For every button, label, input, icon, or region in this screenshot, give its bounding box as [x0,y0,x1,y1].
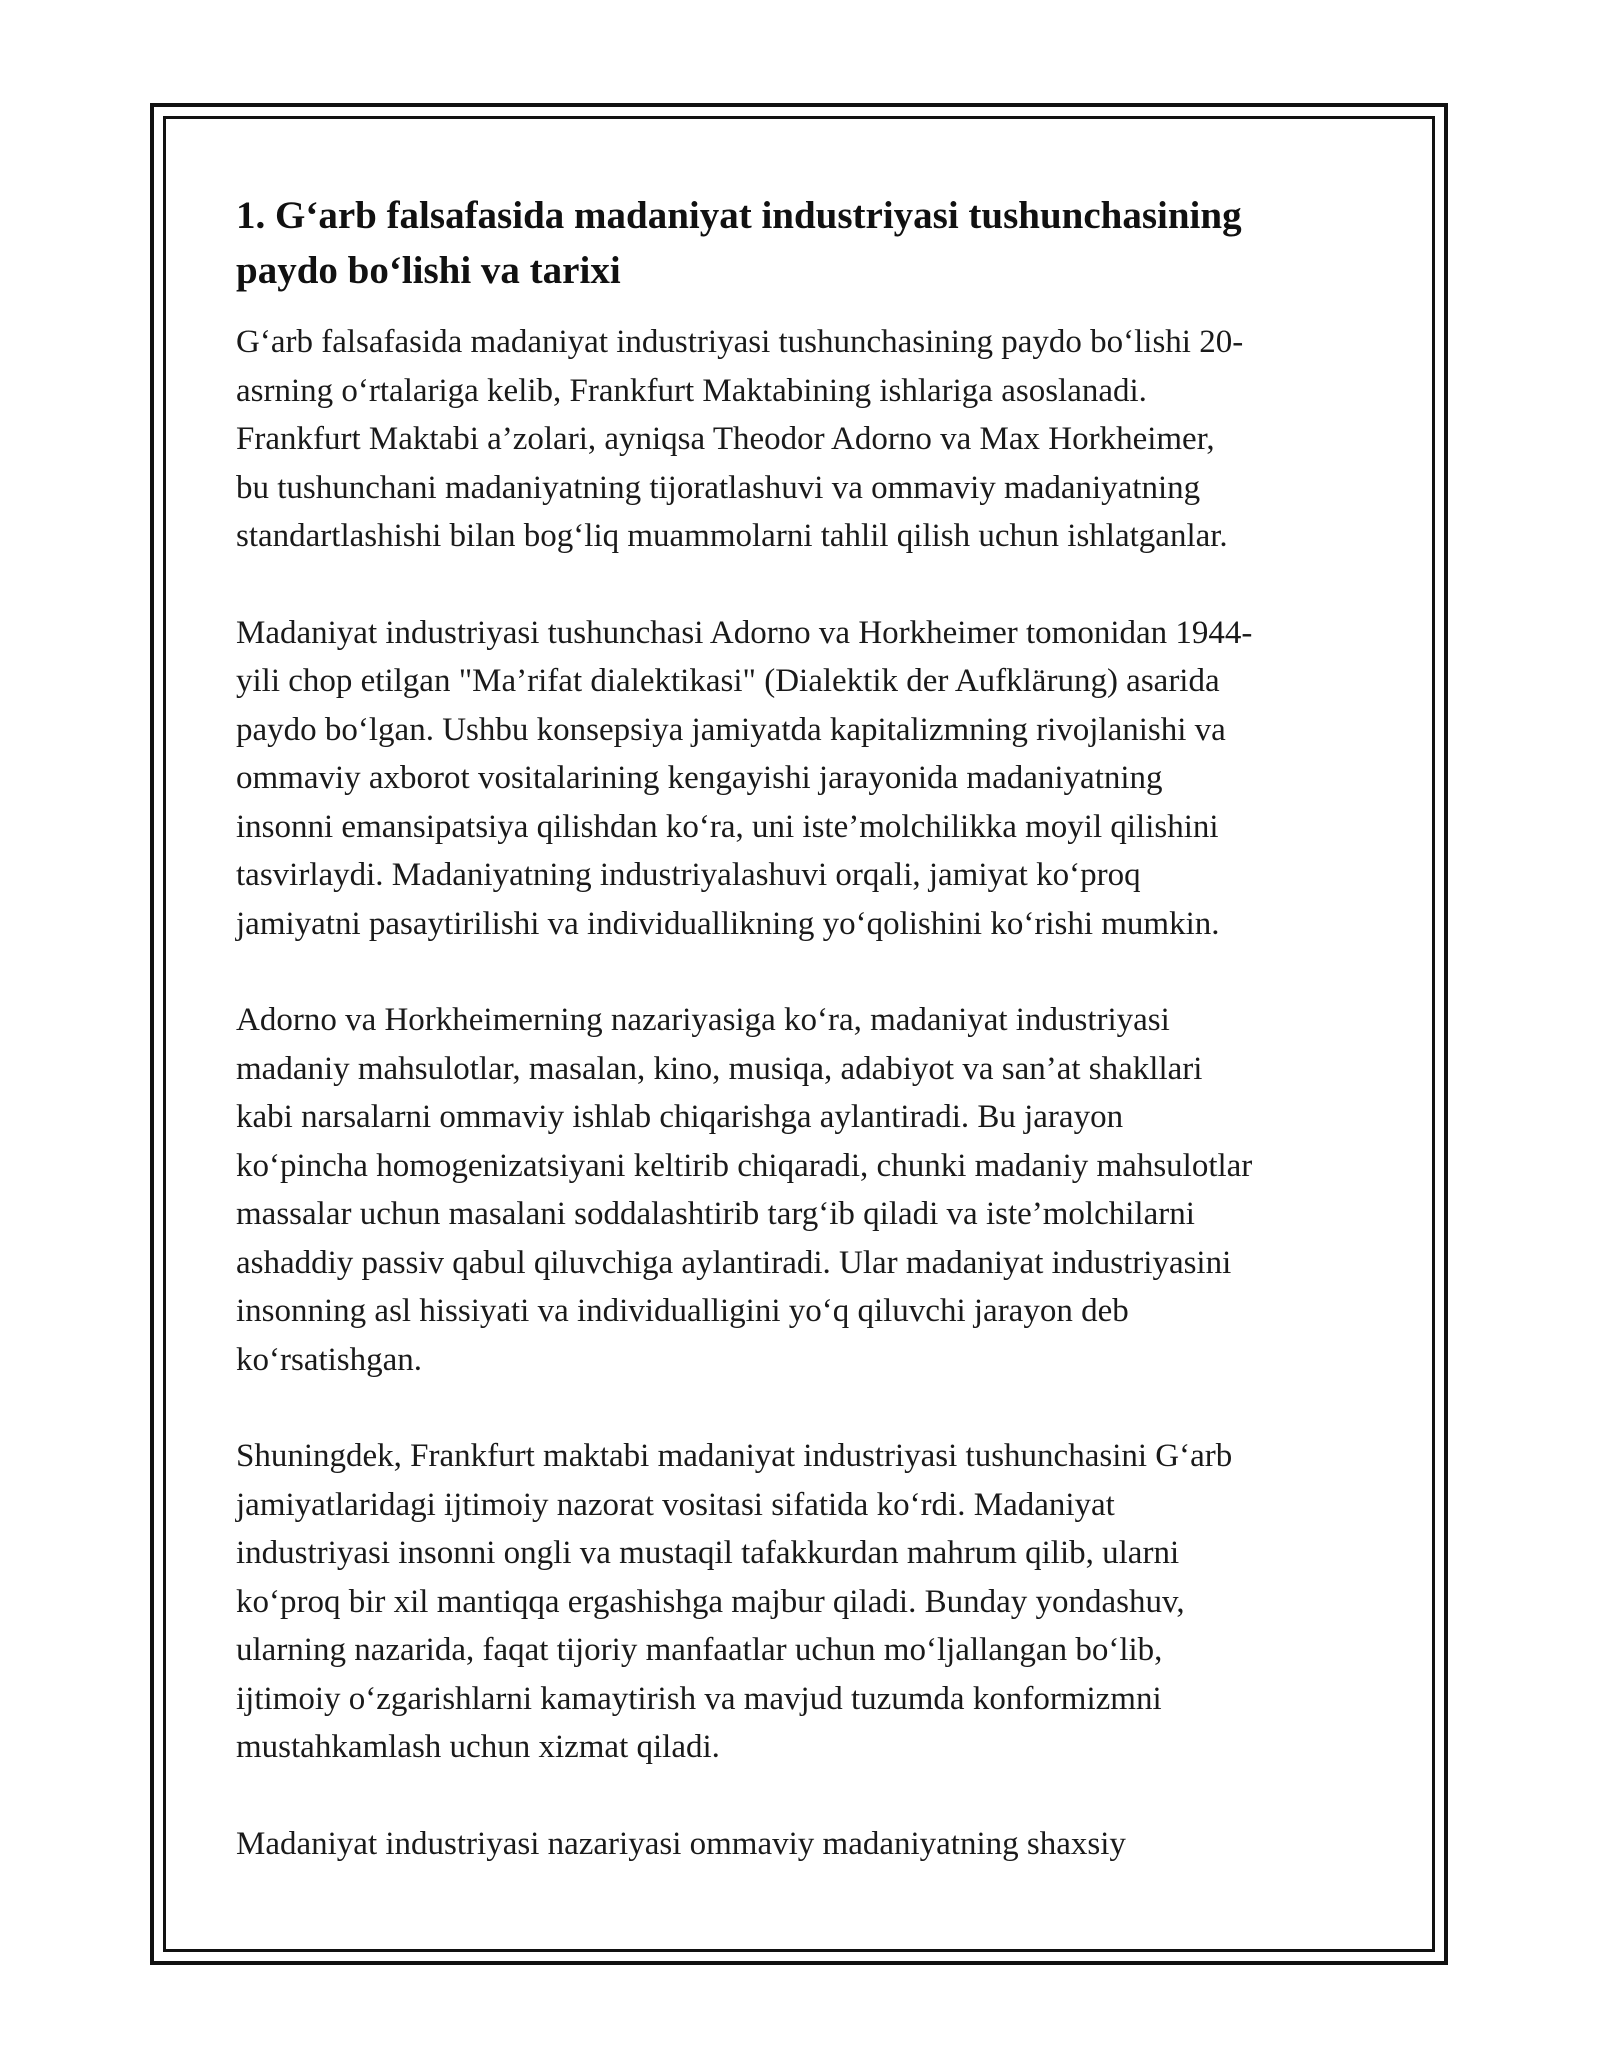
paragraph-4 [236,1432,1376,1772]
text-line: ko‘proq bir xil mantiqqa ergashishga majbur qiladi. Bunday yondashuv, [236,1583,1185,1620]
text-line: Adorno va Horkheimerning nazariyasiga ko‘ra, madaniyat industriyasi [236,1002,1170,1038]
paragraph-2 [236,609,1376,949]
text-line: kabi narsalarni ommaviy ishlab chiqarishga aylantiradi. Bu jarayon [236,1099,1124,1135]
text-line: standartlashishi bilan bog‘liq muammolarni tahlil qilish uchun ishlatganlar. [236,518,1228,554]
text-line: yili chop etilgan "Ma’rifat dialektikasi" (Dialektik der Aufklärung) asarida [236,663,1220,699]
text-line: asrning o‘rtalariga kelib, Frankfurt Maktabining ishlariga asoslanadi. [236,372,1147,409]
paragraph-3 [236,996,1376,1384]
text-line: jamiyatni pasaytirilishi va individuallikning yo‘qolishini ko‘rishi mumkin. [236,905,1220,942]
text-line: massalar uchun masalani soddalashtirib targ‘ib qiladi va iste’molchilarni [236,1196,1195,1232]
text-line: Madaniyat industriyasi tushunchasi Adorno va Horkheimer tomonidan 1944- [236,614,1253,651]
section-heading [236,188,1376,298]
text-line: ashaddiy passiv qabul qiluvchiga aylantiradi. Ular madaniyat industriyasini [236,1244,1232,1281]
text-line: jamiyatlaridagi ijtimoiy nazorat vositasi sifatida ko‘rdi. Madaniyat [236,1486,1115,1523]
text-line: ularning nazarida, faqat tijoriy manfaatlar uchun mo‘ljallangan bo‘lib, [236,1632,1163,1668]
text-line: insonning asl hissiyati va individualligini yo‘q qiluvchi jarayon deb [236,1293,1129,1329]
heading-line: paydo bo‘lishi va tarixi [236,249,621,292]
text-line: Madaniyat industriyasi nazariyasi ommaviy madaniyatning shaxsiy [236,1825,1126,1862]
text-line: ko‘rsatishgan. [236,1341,423,1378]
paragraph-1 [236,318,1376,561]
text-line: industriyasi insonni ongli va mustaqil tafakkurdan mahrum qilib, ularni [236,1535,1180,1571]
text-line: mustahkamlash uchun xizmat qiladi. [236,1729,720,1765]
text-line: ijtimoiy o‘zgarishlarni kamaytirish va mavjud tuzumda konformizmni [236,1680,1162,1717]
heading-line: 1. G‘arb falsafasida madaniyat industriyasi tushunchasining [236,194,1242,237]
paragraph-5 [236,1820,1376,1869]
text-line: paydo bo‘lgan. Ushbu konsepsiya jamiyatda kapitalizmning rivojlanishi va [236,711,1226,748]
text-line: ko‘pincha homogenizatsiyani keltirib chiqaradi, chunki madaniy mahsulotlar [236,1147,1253,1184]
text-line: ommaviy axborot vositalarining kengayishi jarayonida madaniyatning [236,760,1163,796]
text-line: tasvirlaydi. Madaniyatning industriyalashuvi orqali, jamiyat ko‘proq [236,857,1141,893]
text-line: insonni emansipatsiya qilishdan ko‘ra, uni iste’molchilikka moyil qilishini [236,808,1219,845]
text-line: Shuningdek, Frankfurt maktabi madaniyat industriyasi tushunchasini G‘arb [236,1438,1233,1474]
text-line: Frankfurt Maktabi a’zolari, ayniqsa Theodor Adorno va Max Horkheimer, [236,421,1215,457]
text-line: bu tushunchani madaniyatning tijoratlashuvi va ommaviy madaniyatning [236,469,1201,506]
document-body [236,188,1376,1916]
text-line: G‘arb falsafasida madaniyat industriyasi tushunchasining paydo bo‘lishi 20- [236,324,1244,360]
text-line: madaniy mahsulotlar, masalan, kino, musiqa, adabiyot va san’at shakllari [236,1050,1203,1087]
